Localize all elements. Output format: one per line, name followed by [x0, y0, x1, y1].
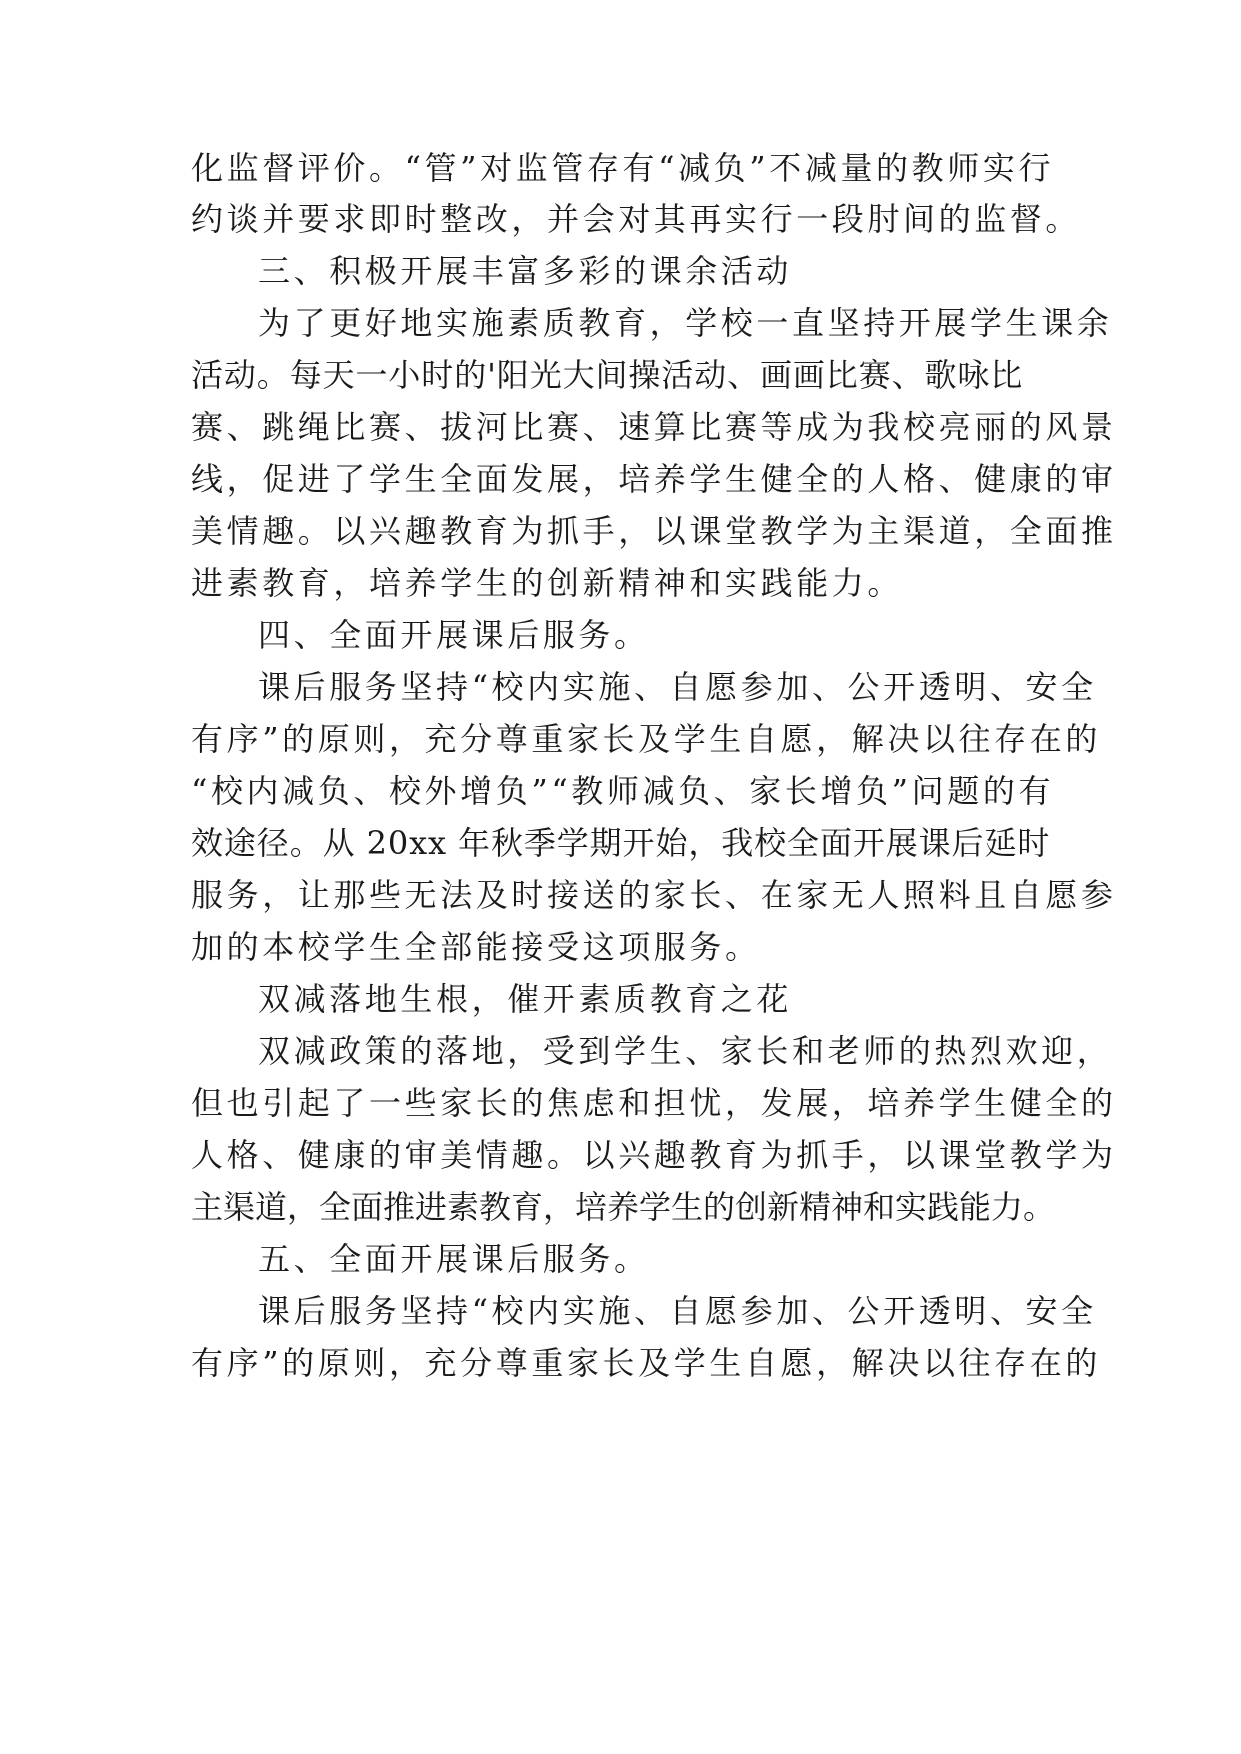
text-line-13: “校内减负、校外增负”“教师减负、家长增负”问题的有 [191, 772, 1055, 810]
text-line-8: 美情趣。以兴趣教育为抓手，以课堂教学为主渠道，全面推 [191, 512, 1117, 550]
text-line-9: 进素教育，培养学生的创新精神和实践能力。 [191, 564, 904, 602]
text-line-23: 课后服务坚持“校内实施、自愿参加、公开透明、安全 [258, 1292, 1097, 1330]
text-line-21: 主渠道，全面推进素教育，培养学生的创新精神和实践能力。 [191, 1188, 1056, 1226]
text-line-15: 服务，让那些无法及时接送的家长、在家无人照料且自愿参 [191, 876, 1117, 914]
text-line-24: 有序”的原则，充分尊重家长及学生自愿，解决以往存在的 [191, 1344, 1101, 1382]
text-line-19: 但也引起了一些家长的焦虑和担忧，发展，培养学生健全的 [191, 1084, 1117, 1122]
text-line-6: 赛、跳绳比赛、拔河比赛、速算比赛等成为我校亮丽的风景 [191, 408, 1117, 446]
text-line-5: 活动。每天一小时的'阳光大间操活动、画画比赛、歌咏比 [191, 356, 1024, 394]
section-heading-4: 四、全面开展课后服务。 [258, 616, 650, 654]
text-line-20: 人格、健康的审美情趣。以兴趣教育为抓手，以课堂教学为 [191, 1136, 1117, 1174]
text-line-12: 有序”的原则，充分尊重家长及学生自愿，解决以往存在的 [191, 720, 1101, 758]
section-heading-double-reduction: 双减落地生根，催开素质教育之花 [258, 980, 793, 1018]
section-heading-5: 五、全面开展课后服务。 [258, 1240, 650, 1278]
text-line-11: 课后服务坚持“校内实施、自愿参加、公开透明、安全 [258, 668, 1097, 706]
section-heading-3: 三、积极开展丰富多彩的课余活动 [258, 252, 793, 290]
text-line-2: 约谈并要求即时整改，并会对其再实行一段肘间的监督。 [191, 200, 1082, 238]
text-line-1: 化监督评价。“管”对监管存有“减负”不减量的教师实行 [191, 149, 1055, 187]
text-line-16: 加的本校学生全部能接受这项服务。 [191, 928, 761, 966]
text-line-4: 为了更好地实施素质教育，学校一直坚持开展学生课余 [258, 304, 1113, 342]
text-line-7: 线，促进了学生全面发展，培养学生健全的人格、健康的审 [191, 460, 1117, 498]
text-line-18: 双减政策的落地，受到学生、家长和老师的热烈欢迎， [258, 1032, 1113, 1070]
text-line-14: 效途径。从 20xx 年秋季学期开始，我校全面开展课后延时 [191, 824, 1051, 862]
